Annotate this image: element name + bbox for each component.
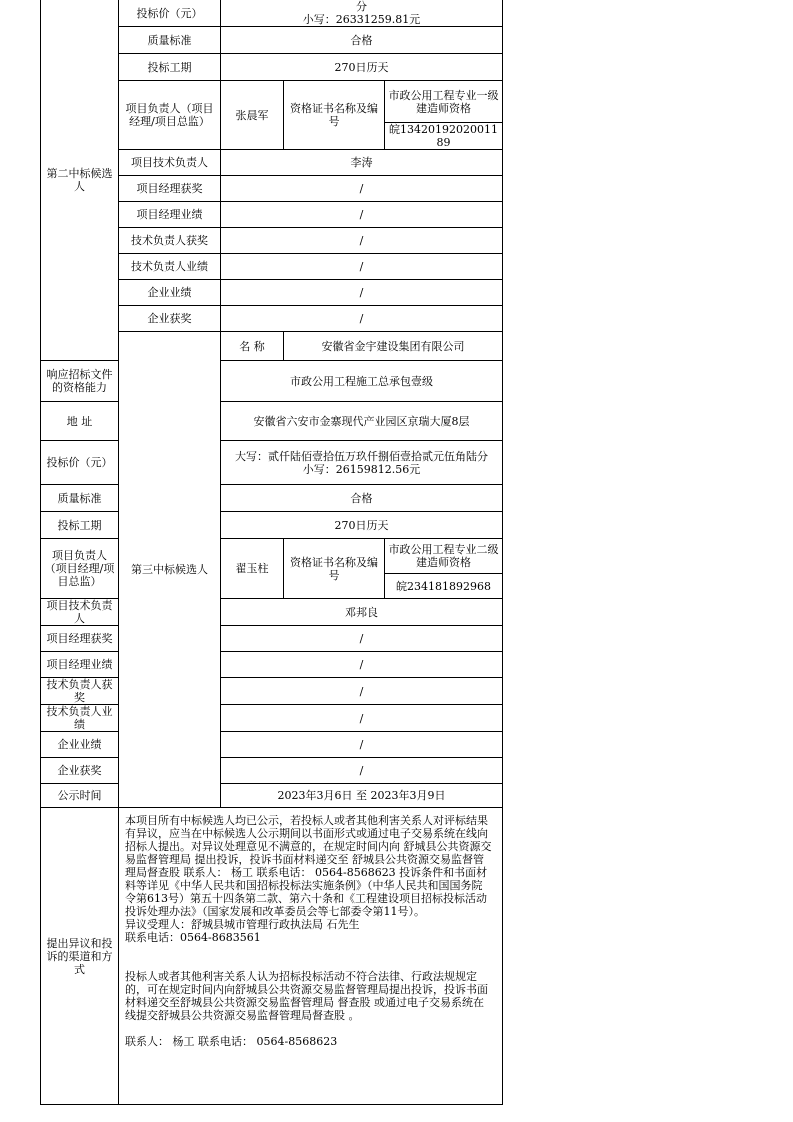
- candidate3-address: 安徽省六安市金寨现代产业园区京瑞大厦8层: [221, 402, 503, 441]
- candidate3-tech-perf: /: [221, 705, 503, 732]
- objection-acceptor: 异议受理人：舒城县城市管理行政执法局 石先生: [125, 918, 360, 931]
- candidate3-duration-label: 投标工期: [41, 512, 119, 539]
- candidate2-pm-name: 张晨军: [221, 81, 284, 150]
- candidate2-bid-price-label: 投标价（元）: [119, 0, 221, 27]
- candidate2-duration-label: 投标工期: [119, 54, 221, 81]
- candidate2-pm-perf-label: 项目经理业绩: [119, 202, 221, 228]
- candidate3-name: 安徽省金宇建设集团有限公司: [284, 332, 503, 361]
- candidate2-company-perf: /: [221, 280, 503, 306]
- candidate2-quality: 合格: [221, 27, 503, 54]
- candidate3-pm-awards-label: 项目经理获奖: [41, 626, 119, 652]
- candidate2-company-awards: /: [221, 306, 503, 332]
- candidate3-address-label: 地 址: [41, 402, 119, 441]
- candidate3-bid-price-big: 大写：贰仟陆佰壹拾伍万玖仟捌佰壹拾贰元伍角陆分: [235, 449, 489, 463]
- candidate2-cert-no: 皖1342019202001189: [385, 123, 503, 150]
- candidate3-tech-perf-label: 技术负责人业绩: [41, 705, 119, 732]
- candidate3-tech-awards: /: [221, 678, 503, 705]
- candidate3-pm-label: 项目负责人（项目经理/项目总监）: [41, 539, 119, 599]
- objection-content: [119, 808, 503, 1105]
- candidate3-tech: 邓邦良: [221, 599, 503, 626]
- candidate3-pm-perf: /: [221, 652, 503, 678]
- candidate3-bid-price-small: 小写：26159812.56元: [302, 462, 421, 476]
- candidate2-company-perf-label: 企业业绩: [119, 280, 221, 306]
- candidate3-cert-no: 皖234181892968: [385, 574, 503, 599]
- candidate2-cert-name: 市政公用工程专业一级建造师资格: [385, 81, 503, 123]
- candidate3-bid-price: [221, 441, 503, 485]
- candidate3-bid-price-label: 投标价（元）: [41, 441, 119, 485]
- candidate2-tech-label: 项目技术负责人: [119, 150, 221, 176]
- candidate2-pm-perf: /: [221, 202, 503, 228]
- candidate3-qual: 市政公用工程施工总承包壹级: [221, 361, 503, 402]
- candidate2-cert-label: 资格证书名称及编号: [284, 81, 385, 150]
- candidate3-quality-label: 质量标准: [41, 485, 119, 512]
- candidate2-duration: 270日历天: [221, 54, 503, 81]
- candidate2-company-awards-label: 企业获奖: [119, 306, 221, 332]
- candidate3-quality: 合格: [221, 485, 503, 512]
- candidate2-tech: 李涛: [221, 150, 503, 176]
- candidate3-company-perf-label: 企业业绩: [41, 732, 119, 758]
- candidate3-pm-awards: /: [221, 626, 503, 652]
- candidate2-pm-awards-label: 项目经理获奖: [119, 176, 221, 202]
- candidate2-pm-label: 项目负责人（项目经理/项目总监）: [119, 81, 221, 150]
- candidate2-bid-price: [221, 0, 503, 27]
- candidate2-bid-price-small: 小写：26331259.81元: [302, 13, 421, 26]
- bid-candidates-table: [40, 0, 503, 1105]
- candidate3-pm-perf-label: 项目经理业绩: [41, 652, 119, 678]
- candidate2-tech-awards: /: [221, 228, 503, 254]
- objection-label: 提出异议和投诉的渠道和方式: [41, 808, 119, 1105]
- candidate2-quality-label: 质量标准: [119, 27, 221, 54]
- candidate3-qual-label: 响应招标文件的资格能力: [41, 361, 119, 402]
- candidate2-pm-awards: /: [221, 176, 503, 202]
- objection-para1: 本项目所有中标候选人均已公示，若投标人或者其他利害关系人对评标结果有异议，应当在中标候选人公示期间以书面形式或通过电子交易系统在线向招标人提出。对异议处理意见不满意的，在规定时间内向 舒城县公共资源交易监督管理局 提出投诉，投诉书面材料递交至 舒城县公共资源交易监督管理局督查股 联系人： 杨工 联系电话： 0564-8568623 投诉条件和书面材料等详见《中华人民共和国招标投标法实施条例》（中华人民共和国国务院令第613号）第五十四条第二款、第六十条和《工程建设项目招标投标活动投诉处理办法》（国家发展和改革委员会等七部委令第11号）。: [125, 814, 492, 918]
- candidate2-title: 第二中标候选人: [41, 0, 119, 361]
- publicity-label: 公示时间: [41, 784, 119, 808]
- candidate3-cert-name: 市政公用工程专业二级建造师资格: [385, 539, 503, 574]
- candidate3-company-awards-label: 企业获奖: [41, 758, 119, 784]
- candidate3-duration: 270日历天: [221, 512, 503, 539]
- candidate3-title: 第三中标候选人: [119, 332, 221, 808]
- objection-contact: 联系人： 杨工 联系电话： 0564-8568623: [125, 1035, 338, 1048]
- candidate2-tech-awards-label: 技术负责人获奖: [119, 228, 221, 254]
- candidate3-name-label: 名 称: [221, 332, 284, 361]
- candidate3-company-perf: /: [221, 732, 503, 758]
- objection-para2: 投标人或者其他利害关系人认为招标投标活动不符合法律、行政法规规定的，可在规定时间内向舒城县公共资源交易监督管理局提出投诉，投诉书面材料递交至舒城县公共资源交易监督管理局 督查股 或通过电子交易系统在线提交舒城县公共资源交易监督管理局督查股 。: [125, 970, 488, 1022]
- candidate3-tech-awards-label: 技术负责人获奖: [41, 678, 119, 705]
- objection-acceptor-phone: 联系电话：0564-8683561: [125, 931, 261, 944]
- candidate3-company-awards: /: [221, 758, 503, 784]
- publicity-period: 2023年3月6日 至 2023年3月9日: [221, 784, 503, 808]
- candidate2-bid-price-big-tail: 分: [356, 0, 368, 13]
- candidate3-tech-label: 项目技术负责人: [41, 599, 119, 626]
- candidate3-cert-label: 资格证书名称及编号: [284, 539, 385, 599]
- candidate2-tech-perf: /: [221, 254, 503, 280]
- candidate3-pm-name: 翟玉柱: [221, 539, 284, 599]
- candidate2-tech-perf-label: 技术负责人业绩: [119, 254, 221, 280]
